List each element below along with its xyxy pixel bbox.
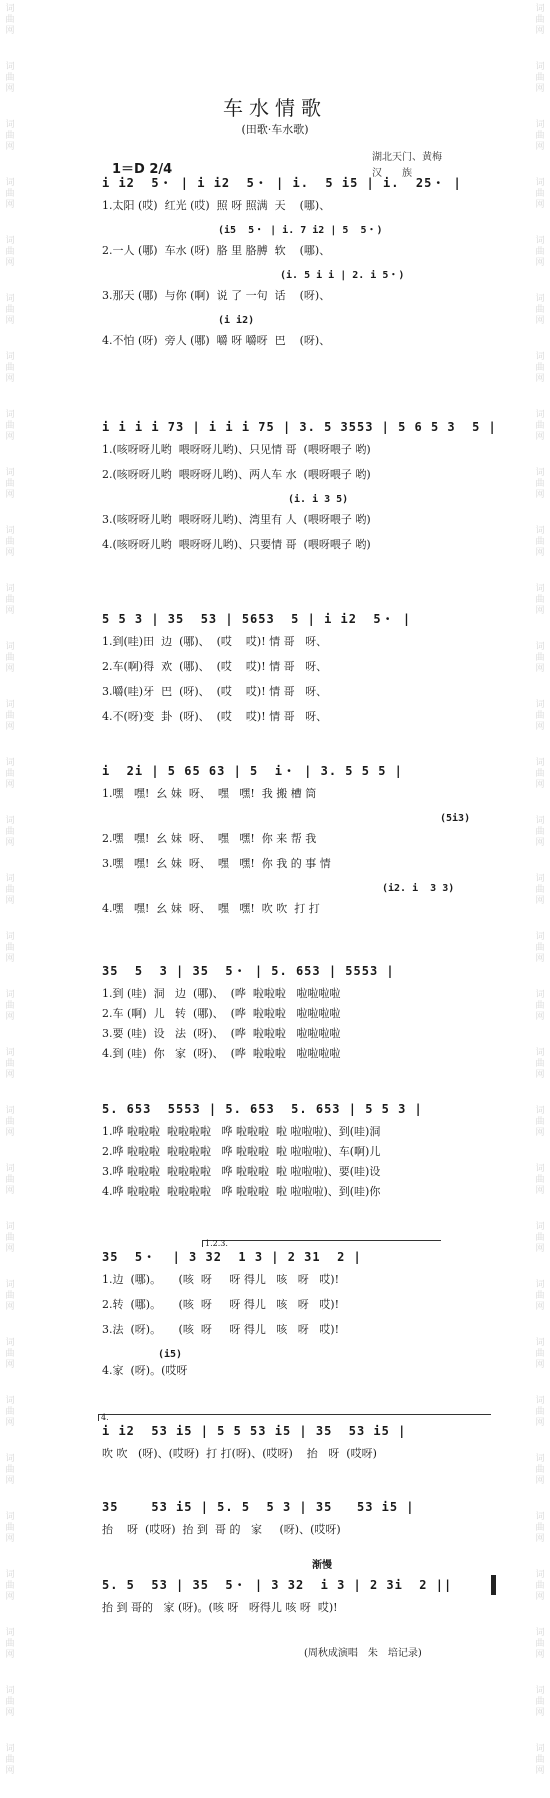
notation-row (30, 608, 520, 632)
notation-line: i 2i | 5 65 63 | 5 i・ | 3. 5 5 5 | (102, 764, 403, 778)
score-system-8 (30, 1413, 520, 1469)
credit-ethnicity: 汉 族 (372, 168, 412, 179)
watermark-cell: 词 曲 网 (5, 932, 15, 964)
watermark-cell: 词 曲 网 (5, 1106, 15, 1138)
notation-row (30, 1239, 520, 1270)
lyric-verse-4: 4.不怕 (呀) 旁人 (哪) 嚼 呀 嚼呀 巴 (呀)、 (102, 334, 331, 347)
lyric-verse-2: 2.嘿 嘿! 幺 妹 呀、 嘿 嘿! 你 来 帮 我 (102, 832, 317, 845)
watermark-cell: 词 曲 网 (535, 758, 545, 790)
lyric-verse-1: 1.嘿 嘿! 幺 妹 呀、 嘿 嘿! 我 搬 槽 筒 (102, 787, 317, 800)
watermark-cell: 词 曲 网 (5, 4, 15, 36)
watermark-cell: 词 曲 网 (535, 816, 545, 848)
variant-notation: (i5 5・ | i. 7 i2 | 5 5・) (218, 225, 383, 236)
watermark-cell: 词 曲 网 (5, 1222, 15, 1254)
watermark-cell: 词 曲 网 (535, 1512, 545, 1544)
watermark-cell: 词 曲 网 (5, 1280, 15, 1312)
lyric-line: 抬 呀 (哎呀) 抬 到 哥 的 家 (呀)、(哎呀) (102, 1523, 341, 1536)
watermark-cell: 词 曲 网 (5, 1048, 15, 1080)
watermark-cell: 词 曲 网 (5, 294, 15, 326)
watermark-cell: 词 曲 网 (535, 642, 545, 674)
watermark-cell: 词 曲 网 (535, 410, 545, 442)
notation-line: 5. 5 53 | 35 5・ | 3 32 i 3 | 2 3i 2 || (102, 1578, 453, 1592)
watermark-cell: 词 曲 网 (535, 1628, 545, 1660)
watermark-cell: 词 曲 网 (535, 932, 545, 964)
watermark-cell: 词 曲 网 (535, 352, 545, 384)
score-system-1 (30, 172, 520, 356)
watermark-cell: 词 曲 网 (5, 1686, 15, 1718)
watermark-cell: 词 曲 网 (535, 874, 545, 906)
watermark-cell: 词 曲 网 (535, 1570, 545, 1602)
lyric-verse-2: 2.(咳呀呀儿哟 喂呀呀儿哟)、两人车 水 (喂呀喂子 哟) (102, 468, 371, 481)
watermark-cell: 词 曲 网 (535, 1222, 545, 1254)
watermark-cell: 词 曲 网 (5, 526, 15, 558)
watermark-cell: 词 曲 网 (535, 120, 545, 152)
score-system-3 (30, 608, 520, 732)
watermark-cell: 词 曲 网 (535, 1396, 545, 1428)
score-sheet (30, 0, 520, 1718)
score-system-2 (30, 416, 520, 560)
lyric-verse-3: 3.要 (哇) 设 法 (呀)、 (哗 啦啦啦 啦啦啦啦 (102, 1027, 341, 1040)
score-system-5 (30, 960, 520, 1064)
notation-line: 5. 653 5553 | 5. 653 5. 653 | 5 5 3 | (102, 1102, 423, 1116)
notation-row (30, 760, 520, 784)
lyric-verse-4: 4.嘿 嘿! 幺 妹 呀、 嘿 嘿! 吹 吹 打 打 (102, 902, 320, 915)
notation-line: 5 5 3 | 35 53 | 5653 5 | i i2 5・ | (102, 612, 412, 626)
lyric-verse-1: 1.边 (哪)。 (咳 呀 呀 得儿 咳 呀 哎)! (102, 1273, 339, 1286)
notation-line: 35 5 3 | 35 5・ | 5. 653 | 5553 | (102, 964, 395, 978)
notation-row (30, 416, 520, 440)
watermark-cell: 词 曲 网 (5, 990, 15, 1022)
watermark-cell: 词 曲 网 (5, 410, 15, 442)
variant-notation: (5i3) (440, 813, 471, 824)
lyric-verse-2: 2.哗 啦啦啦 啦啦啦啦 哗 啦啦啦 啦 啦啦啦)、车(啊)儿 (102, 1145, 381, 1158)
watermark-cell: 词 曲 网 (535, 990, 545, 1022)
watermark-cell: 词 曲 网 (535, 62, 545, 94)
watermark-cell: 词 曲 网 (535, 1686, 545, 1718)
lyric-verse-2: 2.转 (哪)。 (咳 呀 呀 得儿 咳 呀 哎)! (102, 1298, 339, 1311)
credit-region: 湖北天门、黄梅 (372, 152, 442, 163)
watermark-cell: 词 曲 网 (535, 700, 545, 732)
lyric-verse-2: 2.车(啊)得 欢 (哪)、 (哎 哎)! 情 哥 呀、 (102, 660, 328, 673)
lyric-verse-4: 4.哗 啦啦啦 啦啦啦啦 哗 啦啦啦 啦 啦啦啦)、到(哇)你 (102, 1185, 381, 1198)
watermark-cell: 词 曲 网 (535, 1280, 545, 1312)
score-system-7 (30, 1239, 520, 1386)
lyric-line: 吹 吹 (呀)、(哎呀) 打 打(呀)、(哎呀) 抬 呀 (哎呀) (102, 1447, 377, 1460)
lyric-verse-3: 3.法 (呀)。 (咳 呀 呀 得儿 咳 呀 哎)! (102, 1323, 339, 1336)
lyric-verse-2: 2.车 (啊) 儿 转 (哪)、 (哗 啦啦啦 啦啦啦啦 (102, 1007, 341, 1020)
variant-notation: (i2. i 3 3) (382, 883, 455, 894)
variant-notation: (i. 5 i i | 2. i 5・) (280, 270, 405, 281)
lyric-verse-3: 3.那天 (哪) 与你 (啊) 说 了 一句 话 (呀)、 (102, 289, 331, 302)
notation-row (30, 172, 520, 196)
watermark-cell: 词 曲 网 (5, 1512, 15, 1544)
watermark-cell: 词 曲 网 (535, 178, 545, 210)
watermark-cell: 词 曲 网 (5, 816, 15, 848)
song-subtitle: (田歌·车水歌) (241, 123, 309, 136)
lyric-line: 抬 到 哥的 家 (呀)。(咳 呀 呀得儿 咳 呀 哎)! (102, 1601, 338, 1614)
tempo-marking: 渐慢 (312, 1560, 332, 1571)
watermark-cell: 词 曲 网 (5, 1338, 15, 1370)
lyric-verse-1: 1.哗 啦啦啦 啦啦啦啦 哗 啦啦啦 啦 啦啦啦)、到(哇)洞 (102, 1125, 381, 1138)
watermark-cell: 词 曲 网 (5, 236, 15, 268)
watermark-cell: 词 曲 网 (535, 1338, 545, 1370)
variant-notation: (i5) (158, 1349, 183, 1360)
lyric-verse-2: 2.一人 (哪) 车水 (呀) 胳 里 胳膊 软 (哪)、 (102, 244, 331, 257)
watermark-cell: 词 曲 网 (5, 468, 15, 500)
watermark-cell: 词 曲 网 (535, 584, 545, 616)
notation-line: i i i i 73 | i i i 75 | 3. 5 3553 | 5 6 5 3 5 | (102, 420, 497, 434)
watermark-cell: 词 曲 网 (5, 584, 15, 616)
watermark-cell: 词 曲 网 (535, 468, 545, 500)
score-system-4 (30, 760, 520, 924)
score-system-10 (30, 1560, 520, 1623)
notation-line: i i2 5・ | i i2 5・ | i. 5 i5 | i. 25・ | (102, 176, 462, 190)
performance-source: (周秋成演唱 朱 培记录) (304, 1648, 422, 1659)
watermark-cell: 词 曲 网 (5, 700, 15, 732)
notation-row (30, 1098, 520, 1122)
watermark-cell: 词 曲 网 (535, 1744, 545, 1776)
notation-row (30, 960, 520, 984)
notation-row (30, 1496, 520, 1520)
volta-bracket-1: 1.2.3. (202, 1240, 441, 1247)
lyric-verse-3: 3.哗 啦啦啦 啦啦啦啦 哗 啦啦啦 啦 啦啦啦)、要(哇)设 (102, 1165, 381, 1178)
song-title: 车水情歌 (223, 96, 327, 120)
watermark-cell: 词 曲 网 (5, 642, 15, 674)
notation-line: 35 53 i5 | 5. 5 5 3 | 35 53 i5 | (102, 1500, 415, 1514)
lyric-verse-3: 3.嚼(哇)牙 巴 (呀)、 (哎 哎)! 情 哥 呀、 (102, 685, 328, 698)
lyric-verse-1: 1.到(哇)田 边 (哪)、 (哎 哎)! 情 哥 呀、 (102, 635, 328, 648)
lyric-verse-1: 1.(咳呀呀儿哟 喂呀呀儿哟)、只见情 哥 (喂呀喂子 哟) (102, 443, 371, 456)
watermark-cell: 词 曲 网 (535, 526, 545, 558)
watermark-cell: 词 曲 网 (5, 352, 15, 384)
notation-line: i i2 53 i5 | 5 5 53 i5 | 35 53 i5 | (102, 1424, 407, 1438)
watermark-cell: 词 曲 网 (535, 1048, 545, 1080)
notation-row (30, 1574, 520, 1598)
variant-notation: (i i2) (218, 315, 255, 326)
watermark-cell: 词 曲 网 (535, 1164, 545, 1196)
notation-row (30, 1413, 520, 1444)
lyric-verse-4: 4.家 (呀)。(哎呀 (102, 1364, 188, 1377)
key-signature: 1＝D 2/4 (112, 162, 173, 177)
watermark-cell: 词 曲 网 (535, 294, 545, 326)
watermark-cell: 词 曲 网 (5, 1454, 15, 1486)
lyric-verse-4: 4.不(呀)变 卦 (呀)、 (哎 哎)! 情 哥 呀、 (102, 710, 328, 723)
watermark-cell: 词 曲 网 (535, 1454, 545, 1486)
watermark-cell: 词 曲 网 (5, 120, 15, 152)
watermark-cell: 词 曲 网 (535, 4, 545, 36)
score-system-9 (30, 1496, 520, 1545)
lyric-verse-1: 1.到 (哇) 洞 边 (哪)、 (哗 啦啦啦 啦啦啦啦 (102, 987, 341, 1000)
volta-bracket-4: 4. (98, 1414, 491, 1421)
lyric-verse-4: 4.(咳呀呀儿哟 喂呀呀儿哟)、只要情 哥 (喂呀喂子 哟) (102, 538, 371, 551)
lyric-verse-3: 3.(咳呀呀儿哟 喂呀呀儿哟)、湾里有 人 (喂呀喂子 哟) (102, 513, 371, 526)
variant-notation: (i. i 3 5) (288, 494, 349, 505)
score-system-6 (30, 1098, 520, 1202)
watermark-cell: 词 曲 网 (5, 178, 15, 210)
notation-line: 35 5・ | 3 32 1 3 | 2 31 2 | (102, 1250, 362, 1264)
watermark-cell: 词 曲 网 (5, 1164, 15, 1196)
watermark-cell: 词 曲 网 (5, 1744, 15, 1776)
watermark-cell: 词 曲 网 (5, 874, 15, 906)
lyric-verse-1: 1.太阳 (哎) 红光 (哎) 照 呀 照满 天 (哪)、 (102, 199, 331, 212)
watermark-cell: 词 曲 网 (5, 1628, 15, 1660)
lyric-verse-4: 4.到 (哇) 你 家 (呀)、 (哗 啦啦啦 啦啦啦啦 (102, 1047, 341, 1060)
lyric-verse-3: 3.嘿 嘿! 幺 妹 呀、 嘿 嘿! 你 我 的 事 情 (102, 857, 331, 870)
watermark-cell: 词 曲 网 (535, 236, 545, 268)
watermark-cell: 词 曲 网 (535, 1106, 545, 1138)
watermark-cell: 词 曲 网 (5, 1570, 15, 1602)
watermark-cell: 词 曲 网 (5, 62, 15, 94)
watermark-left (0, 0, 20, 1776)
final-barline (491, 1575, 496, 1595)
watermark-cell: 词 曲 网 (5, 1396, 15, 1428)
watermark-cell: 词 曲 网 (5, 758, 15, 790)
watermark-right (530, 0, 550, 1776)
